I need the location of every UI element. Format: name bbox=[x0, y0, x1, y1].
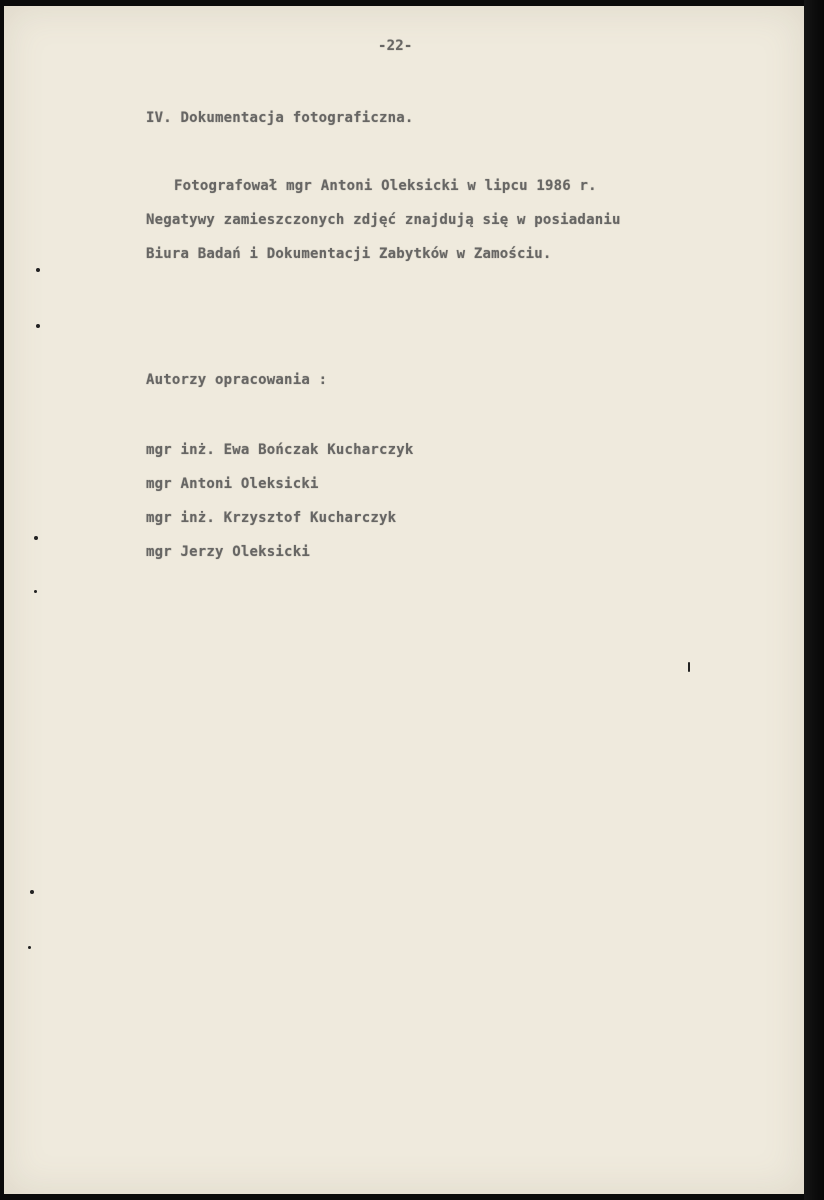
section-heading: IV. Dokumentacja fotograficzna. bbox=[146, 110, 414, 126]
author-item: mgr inż. Ewa Bończak Kucharczyk bbox=[146, 442, 414, 458]
authors-heading: Autorzy opracowania : bbox=[146, 372, 328, 388]
document-page bbox=[4, 6, 804, 1194]
scan-speck bbox=[36, 324, 40, 328]
scan-speck bbox=[28, 946, 31, 949]
scan-speck bbox=[30, 890, 34, 894]
scan-speck bbox=[688, 662, 690, 672]
page-number: -22- bbox=[378, 38, 413, 54]
paragraph-line: Fotografował mgr Antoni Oleksicki w lipcu 1986 r. bbox=[174, 178, 597, 194]
scan-border bbox=[804, 0, 824, 1200]
scan-speck bbox=[34, 536, 38, 540]
author-item: mgr Jerzy Oleksicki bbox=[146, 544, 310, 560]
paragraph-line: Negatywy zamieszczonych zdjęć znajdują się w posiadaniu bbox=[146, 212, 621, 228]
scan-speck bbox=[36, 268, 40, 272]
author-item: mgr Antoni Oleksicki bbox=[146, 476, 319, 492]
paragraph-line: Biura Badań i Dokumentacji Zabytków w Zamościu. bbox=[146, 246, 552, 262]
author-item: mgr inż. Krzysztof Kucharczyk bbox=[146, 510, 397, 526]
scan-speck bbox=[34, 590, 37, 593]
